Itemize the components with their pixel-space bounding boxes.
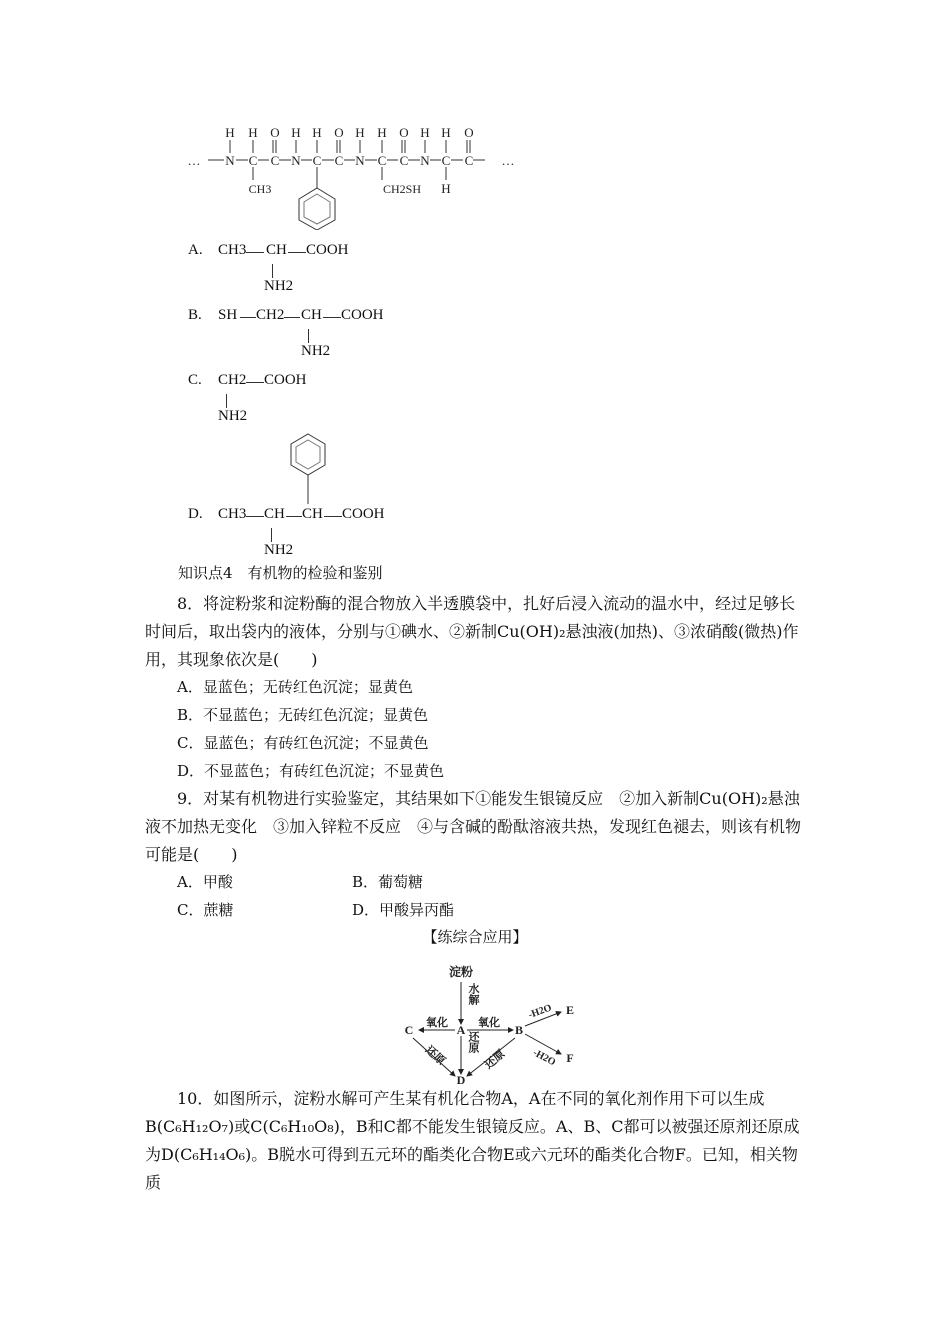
option-c-structure	[188, 372, 388, 430]
question-8-option: B．不显蓝色；无砖红色沉淀；显黄色	[177, 706, 429, 724]
peptide-backbone-atom: C	[464, 153, 474, 168]
peptide-top-atom: H	[291, 125, 301, 140]
question-8-stem: 8．将淀粉浆和淀粉酶的混合物放入半透膜袋中，扎好后浸入流动的温水中，经过足够长时间后，取出袋内的液体，分别与①碘水、②新制Cu(OH)₂悬浊液(加热)、③浓硝酸(微热)作用，其现象依次是( )	[145, 594, 799, 669]
scheme-node-a: A	[456, 1023, 466, 1037]
scheme-oxidize-left: 氧化	[426, 1017, 448, 1029]
option-a-structure	[188, 242, 388, 300]
peptide-structure	[180, 118, 540, 230]
peptide-backbone-atom: N	[355, 153, 365, 168]
option-a-ch: CH	[266, 242, 287, 258]
peptide-backbone-atom: C	[399, 153, 409, 168]
question-9-option: A．甲酸	[177, 873, 233, 891]
scheme-node-b: B	[514, 1023, 524, 1037]
option-b-structure	[188, 307, 428, 365]
peptide-top-atom: H	[441, 125, 451, 140]
peptide-side-ch3: CH3	[248, 182, 272, 196]
option-d-ch3: CH3	[218, 506, 247, 522]
option-b-ch: CH	[301, 307, 322, 323]
peptide-backbone-atom: C	[377, 153, 387, 168]
peptide-backbone-atom: N	[420, 153, 430, 168]
option-d-cooh: COOH	[342, 506, 385, 522]
option-d-ch1: CH	[264, 506, 285, 522]
option-c-label: C.	[188, 372, 202, 388]
option-b-sh: SH	[218, 307, 238, 323]
peptide-top-atom: H	[248, 125, 258, 140]
reaction-scheme	[395, 962, 595, 1087]
benzene-ring-icon	[288, 432, 328, 506]
option-a-label: A.	[188, 242, 203, 258]
peptide-top-atom: O	[399, 125, 409, 140]
peptide-top-atom: O	[270, 125, 280, 140]
peptide-top-atom: H	[225, 125, 235, 140]
scheme-node-f: F	[566, 1051, 574, 1065]
peptide-backbone-atom: C	[270, 153, 280, 168]
scheme-reduce-right: 还原	[482, 1048, 508, 1072]
scheme-hydrolysis: 水解	[467, 983, 479, 1005]
scheme-node-c: C	[404, 1023, 414, 1037]
scheme-oxidize-right: 氧化	[478, 1017, 500, 1029]
question-9-option: C．蔗糖	[177, 901, 234, 919]
scheme-node-d: D	[456, 1073, 466, 1087]
option-a-nh2: NH2	[264, 278, 294, 294]
peptide-backbone-atom: N	[291, 153, 301, 168]
scheme-minus-h2o-f: -H2O	[531, 1047, 558, 1069]
section-title: 知识点4 有机物的检验和鉴别	[178, 564, 383, 582]
option-b-label: B.	[188, 307, 202, 323]
option-c-nh2: NH2	[218, 408, 248, 424]
peptide-ellipsis-right: …	[501, 153, 515, 168]
scheme-starch: 淀粉	[448, 965, 474, 979]
peptide-ellipsis-left: …	[187, 153, 201, 168]
question-9-stem: 9．对某有机物进行实验鉴定，其结果如下①能发生银镜反应 ②加入新制Cu(OH)₂悬浊液不加热无变化 ③加入锌粒不反应 ④与含碱的酚酞溶液共热，发现红色褪去，则该有机物可能是( )	[145, 789, 802, 864]
peptide-top-atom: O	[334, 125, 344, 140]
question-8-option: A．显蓝色；无砖红色沉淀；显黄色	[177, 678, 413, 696]
peptide-top-atom: H	[312, 125, 322, 140]
peptide-backbone-atom: N	[225, 153, 235, 168]
peptide-backbone-atom: C	[312, 153, 322, 168]
option-b-ch2: CH2	[256, 307, 285, 323]
scheme-node-e: E	[565, 1003, 575, 1017]
option-d-nh2: NH2	[264, 542, 294, 558]
peptide-backbone-atom: C	[334, 153, 344, 168]
peptide-top-atom: H	[377, 125, 387, 140]
question-9-option: D．甲酸异丙酯	[352, 901, 455, 919]
peptide-top-atom: H	[420, 125, 430, 140]
scheme-minus-h2o-e: -H2O	[527, 1002, 554, 1021]
option-c-cooh: COOH	[264, 372, 307, 388]
option-d-label: D.	[188, 506, 203, 522]
peptide-top-atom: O	[464, 125, 474, 140]
option-c-ch2: CH2	[218, 372, 247, 388]
peptide-backbone-atom: C	[248, 153, 258, 168]
scheme-reduce-left: 还原	[422, 1043, 448, 1068]
question-10-text: 10．如图所示，淀粉水解可产生某有机化合物A，A在不同的氧化剂作用下可以生成B(C₆H₁₂O₇)或C(C₆H₁₀O₈)，B和C都不能发生银镜反应。A、B、C都可以被强还原剂还原成为D(C₆H₁₄O₆)。B脱水可得到五元环的酯类化合物E或六元环的酯类化合物F。已知，相关物质	[145, 1089, 800, 1192]
option-a-cooh: COOH	[306, 242, 349, 258]
option-d-structure	[188, 432, 418, 560]
scheme-reduce-mid: 还原	[467, 1031, 479, 1053]
option-b-nh2: NH2	[301, 343, 331, 359]
peptide-side-ch2sh: CH2SH	[382, 182, 422, 196]
question-8-option: C．显蓝色；有砖红色沉淀；不显黄色	[177, 734, 429, 752]
question-9-option: B．葡萄糖	[352, 873, 424, 891]
option-a-ch3: CH3	[218, 242, 247, 258]
option-b-cooh: COOH	[341, 307, 384, 323]
section-header-apply: 【练综合应用】	[422, 928, 528, 946]
peptide-side-h: H	[441, 181, 451, 196]
question-8-option: D．不显蓝色；有砖红色沉淀；不显黄色	[177, 762, 445, 780]
peptide-top-atom: H	[355, 125, 365, 140]
option-d-ch2: CH	[302, 506, 323, 522]
peptide-backbone-atom: C	[441, 153, 451, 168]
